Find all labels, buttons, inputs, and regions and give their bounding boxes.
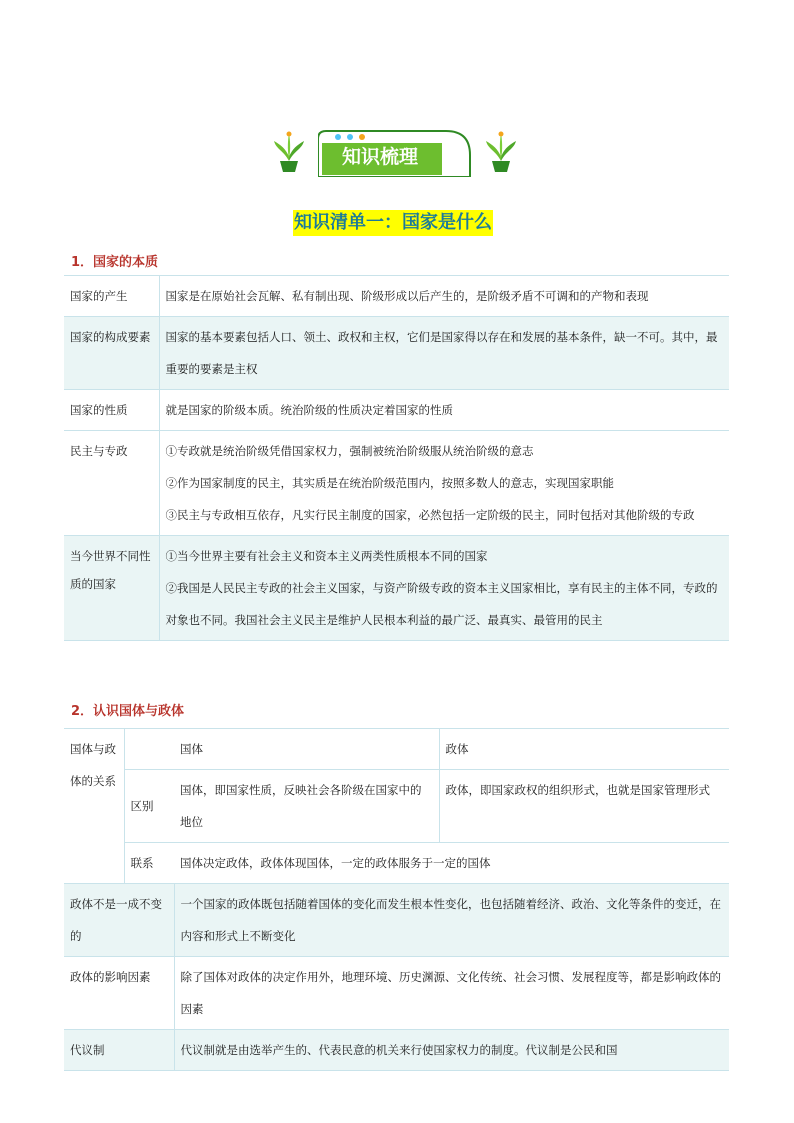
row-key: 国体与政体的关系 (64, 729, 124, 884)
row-text: 就是国家的阶级本质。统治阶级的性质决定着国家的性质 (165, 403, 453, 417)
section-heading: 1．国家的本质 (71, 255, 159, 270)
row-text: 政体，即国家政权的组织形式，也就是国家管理形式 (439, 770, 729, 843)
row-text: ①专政就是统治阶级凭借国家权力，强制被统治阶级服从统治阶级的意志 (165, 444, 534, 458)
row-text: 代议制就是由选举产生的、代表民意的机关来行使国家权力的制度。代议制是公民和国 (174, 1030, 729, 1071)
row-text: 国家的基本要素包括人口、领土、政权和主权，它们是国家得以存在和发展的基本条件，缺一不可。其中，最重要的要素是主权 (165, 330, 718, 376)
row-text: ③民主与专政相互依存，凡实行民主制度的国家，必然包括一定阶级的民主，同时包括对其他阶级的专政 (165, 508, 695, 522)
table-row (64, 317, 729, 390)
column-header: 国体 (174, 729, 439, 770)
section-heading: 2．认识国体与政体 (71, 704, 185, 719)
row-key: 国家的构成要素 (64, 317, 159, 390)
column-header: 政体 (439, 729, 729, 770)
table-row (64, 390, 729, 431)
row-text: 国体决定政体，政体体现国体，一定的政体服务于一定的国体 (174, 843, 729, 884)
table-row (64, 770, 729, 843)
row-key: 政体不是一成不变的 (64, 884, 174, 957)
table-row (64, 843, 729, 884)
plant-icon (272, 131, 306, 173)
row-text: 除了国体对政体的决定作用外，地理环境、历史渊源、文化传统、社会习惯、发展程度等，都是影响政体的因素 (174, 957, 729, 1030)
row-label: 区别 (124, 770, 174, 843)
section-banner (270, 125, 524, 185)
row-key: 民主与专政 (64, 431, 159, 536)
nature-of-state-table (64, 275, 729, 641)
row-text: 一个国家的政体既包括随着国体的变化而发生根本性变化，也包括随着经济、政治、文化等条件的变迁，在内容和形式上不断变化 (174, 884, 729, 957)
table-row (64, 1030, 729, 1071)
table-row (64, 431, 729, 536)
table-row (64, 729, 729, 770)
table-row (64, 536, 729, 641)
row-text: ②我国是人民民主专政的社会主义国家，与资产阶级专政的资本主义国家相比，享有民主的主体不同，专政的对象也不同。我国社会主义民主是维护人民根本利益的最广泛、最真实、最管用的民主 (165, 581, 718, 627)
list-title: 知识清单一：国家是什么 (293, 210, 493, 236)
row-key: 国家的性质 (64, 390, 159, 431)
row-key: 国家的产生 (64, 276, 159, 317)
row-key: 代议制 (64, 1030, 174, 1071)
table-row (64, 957, 729, 1030)
row-text: 国家是在原始社会瓦解、私有制出现、阶级形成以后产生的，是阶级矛盾不可调和的产物和表现 (165, 289, 649, 303)
row-label: 联系 (124, 843, 174, 884)
banner-title: 知识梳理 (341, 146, 418, 168)
row-text: 国体，即国家性质，反映社会各阶级在国家中的地位 (174, 770, 439, 843)
row-key: 政体的影响因素 (64, 957, 174, 1030)
row-text: ②作为国家制度的民主，其实质是在统治阶级范围内，按照多数人的意志，实现国家职能 (165, 476, 614, 490)
state-system-table (64, 728, 729, 1071)
row-key: 当今世界不同性质的国家 (64, 536, 159, 641)
table-row (64, 884, 729, 957)
table-row (64, 276, 729, 317)
plant-icon (484, 131, 518, 173)
row-text: ①当今世界主要有社会主义和资本主义两类性质根本不同的国家 (165, 549, 488, 563)
